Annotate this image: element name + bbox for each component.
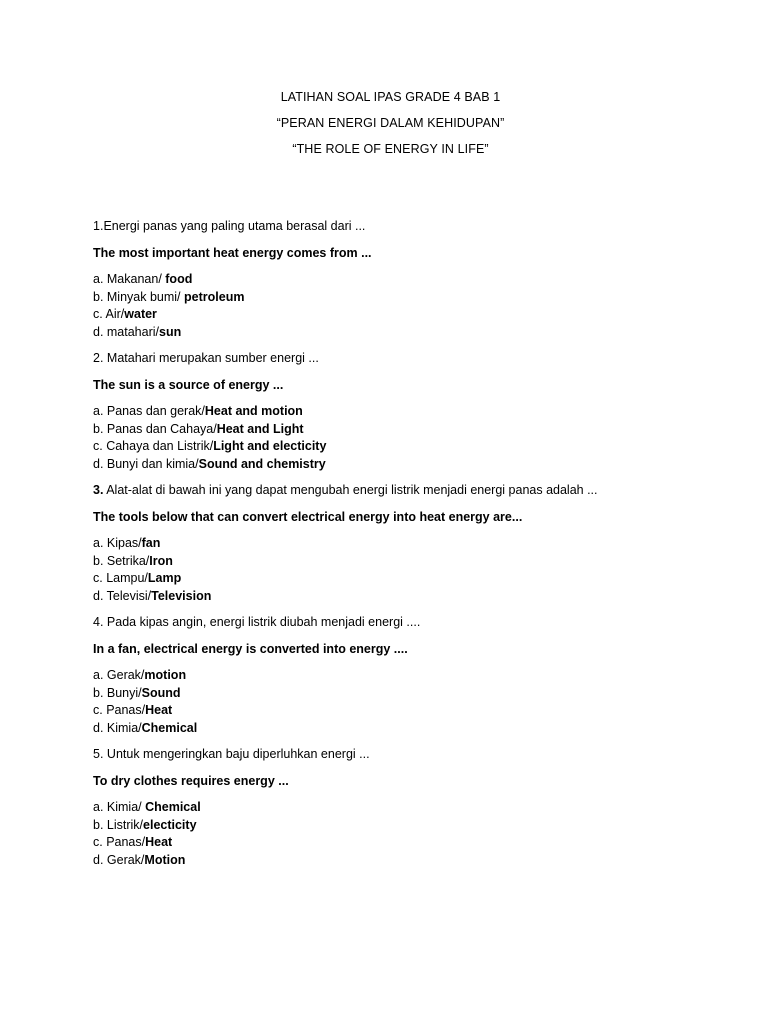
option-label: b. Minyak bumi/ [93,289,185,304]
question-2-text-en: The sun is a source of energy ... [93,377,284,392]
option-d [93,720,688,738]
question-1-options [93,271,688,341]
option-c [93,306,688,324]
question-1-text-en: The most important heat energy comes from ... [93,245,372,260]
option-translation: motion [144,668,187,682]
option-label: c. Air/ [93,307,125,321]
option-translation: fan [141,536,161,550]
question-text: Alat-alat di bawah ini yang dapat mengubah energi listrik menjadi energi panas adalah ... [103,483,598,497]
question-number: 1. [93,219,104,233]
option-d [93,588,688,606]
option-a [93,271,688,289]
question-3-text-en: The tools below that can convert electrical energy into heat energy are... [93,509,523,524]
option-label: a. Makanan/ [93,272,166,286]
question-3-options [93,535,688,605]
question-number: 3. [93,483,104,497]
option-translation: Heat [145,835,173,849]
question-2-text-id [93,350,688,368]
option-label: b. Listrik/ [93,817,144,832]
question-number: 2. [93,351,104,365]
question-5 [93,746,688,869]
question-1 [93,218,688,341]
option-translation: Iron [149,553,173,568]
option-translation: electicity [143,817,197,832]
option-c [93,702,688,720]
question-4-options [93,667,688,737]
option-label: d. Bunyi dan kimia/ [93,456,199,471]
question-2-options [93,403,688,473]
option-label: c. Panas/ [93,703,146,717]
question-5-text-id [93,746,688,764]
document-title: LATIHAN SOAL IPAS GRADE 4 BAB 1 [280,90,501,104]
option-translation: Lamp [147,571,182,585]
option-b [93,553,688,571]
option-translation: Sound and chemistry [198,456,326,471]
option-label: d. matahari/ [93,324,160,339]
option-translation: petroleum [184,289,245,304]
question-list [93,218,688,869]
option-translation: Heat [145,703,173,717]
option-label: a. Panas dan gerak/ [93,404,205,418]
option-b [93,817,688,835]
option-translation: Light and electicity [213,439,327,453]
option-label: c. Cahaya dan Listrik/ [93,439,214,453]
option-c [93,438,688,456]
question-number: 4. [93,615,104,629]
option-label: a. Gerak/ [93,668,145,682]
option-label: b. Setrika/ [93,553,150,568]
question-3 [93,482,688,605]
option-translation: Heat and motion [204,404,303,418]
option-d [93,324,688,342]
option-label: a. Kimia/ [93,800,146,814]
option-label: c. Lampu/ [93,571,148,585]
option-d [93,456,688,474]
option-c [93,570,688,588]
option-translation: Heat and Light [216,421,304,436]
question-5-text-en: To dry clothes requires energy ... [93,773,289,788]
option-translation: sun [159,324,182,339]
document-title-block [80,88,701,158]
option-a [93,667,688,685]
question-5-options [93,799,688,869]
option-c [93,834,688,852]
option-translation: water [124,307,157,321]
option-translation: Sound [141,685,181,700]
question-text: Matahari merupakan sumber energi ... [103,351,319,365]
option-d [93,852,688,870]
option-label: d. Televisi/ [93,588,152,603]
question-2 [93,350,688,473]
option-label: d. Gerak/ [93,852,145,867]
option-label: b. Bunyi/ [93,685,142,700]
option-label: d. Kimia/ [93,720,142,735]
option-a [93,799,688,817]
option-label: a. Kipas/ [93,536,142,550]
question-4-text-id [93,614,688,632]
option-translation: food [165,272,193,286]
option-translation: Chemical [145,800,201,814]
question-4-text-en: In a fan, electrical energy is converted into energy .... [93,641,408,656]
question-text: Pada kipas angin, energi listrik diubah menjadi energi .... [103,615,421,629]
option-translation: Television [151,588,212,603]
option-label: b. Panas dan Cahaya/ [93,421,217,436]
option-a [93,535,688,553]
question-number: 5. [93,747,104,761]
document-subtitle-en: “THE ROLE OF ENERGY IN LIFE” [292,142,489,156]
question-4 [93,614,688,737]
document-subtitle-id: “PERAN ENERGI DALAM KEHIDUPAN” [276,116,505,130]
question-1-text-id [93,218,688,236]
option-translation: Chemical [141,720,198,735]
option-label: c. Panas/ [93,835,146,849]
question-3-text-id [93,482,688,500]
question-text: Untuk mengeringkan baju diperluhkan energi ... [103,747,370,761]
option-a [93,403,688,421]
option-translation: Motion [144,852,186,867]
option-b [93,421,688,439]
option-b [93,685,688,703]
option-b [93,289,688,307]
question-text: Energi panas yang paling utama berasal dari ... [103,219,366,233]
